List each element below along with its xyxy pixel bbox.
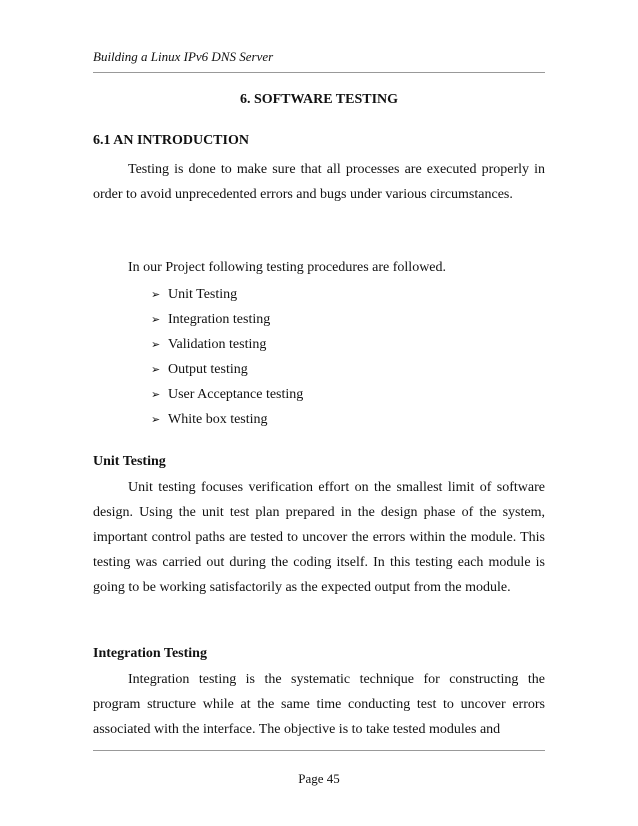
arrowhead-bullet-icon: ➢ bbox=[151, 339, 161, 351]
unit-testing-paragraph: Unit testing focuses verification effort on the smallest limit of software design. Using the unit test plan prepared in the design phase of the system, important control paths are tested to uncover the errors within the module. This testing was carried out during the coding itself. In this testing each module is going to be working satisfactorily as the expected output from the module. bbox=[93, 480, 545, 595]
list-item-label: Output testing bbox=[168, 362, 248, 377]
arrowhead-bullet-icon: ➢ bbox=[151, 389, 161, 401]
procedures-lead: In our Project following testing procedures are followed. bbox=[128, 260, 447, 275]
list-item-label: Integration testing bbox=[168, 312, 271, 327]
section-heading-integration-testing: Integration Testing bbox=[93, 646, 207, 661]
list-item bbox=[151, 357, 303, 382]
footer-rule bbox=[93, 750, 545, 751]
procedure-list bbox=[151, 282, 303, 432]
list-item bbox=[151, 282, 303, 307]
header-rule bbox=[93, 72, 545, 73]
running-header: Building a Linux IPv6 DNS Server bbox=[93, 49, 274, 64]
introduction-paragraph: Testing is done to make sure that all processes are executed properly in order to avoid unprecedented errors and bugs under various circumstances. bbox=[93, 162, 545, 202]
arrowhead-bullet-icon: ➢ bbox=[151, 289, 161, 301]
section-heading-unit-testing: Unit Testing bbox=[93, 454, 166, 469]
list-item-label: User Acceptance testing bbox=[168, 387, 304, 402]
list-item bbox=[151, 307, 303, 332]
section-heading-introduction: 6.1 AN INTRODUCTION bbox=[93, 133, 249, 148]
list-item-label: Unit Testing bbox=[168, 287, 238, 302]
list-item bbox=[151, 407, 303, 432]
arrowhead-bullet-icon: ➢ bbox=[151, 364, 161, 376]
page-number: Page 45 bbox=[298, 771, 340, 786]
list-item-label: White box testing bbox=[168, 412, 268, 427]
arrowhead-bullet-icon: ➢ bbox=[151, 414, 161, 426]
list-item bbox=[151, 332, 303, 357]
list-item-label: Validation testing bbox=[168, 337, 267, 352]
chapter-title: 6. SOFTWARE TESTING bbox=[239, 92, 399, 107]
list-item bbox=[151, 382, 303, 407]
integration-testing-paragraph: Integration testing is the systematic technique for constructing the program structure while at the same time conducting test to uncover errors associated with the interface. The objective is to take tested modules and bbox=[93, 672, 545, 737]
arrowhead-bullet-icon: ➢ bbox=[151, 314, 161, 326]
